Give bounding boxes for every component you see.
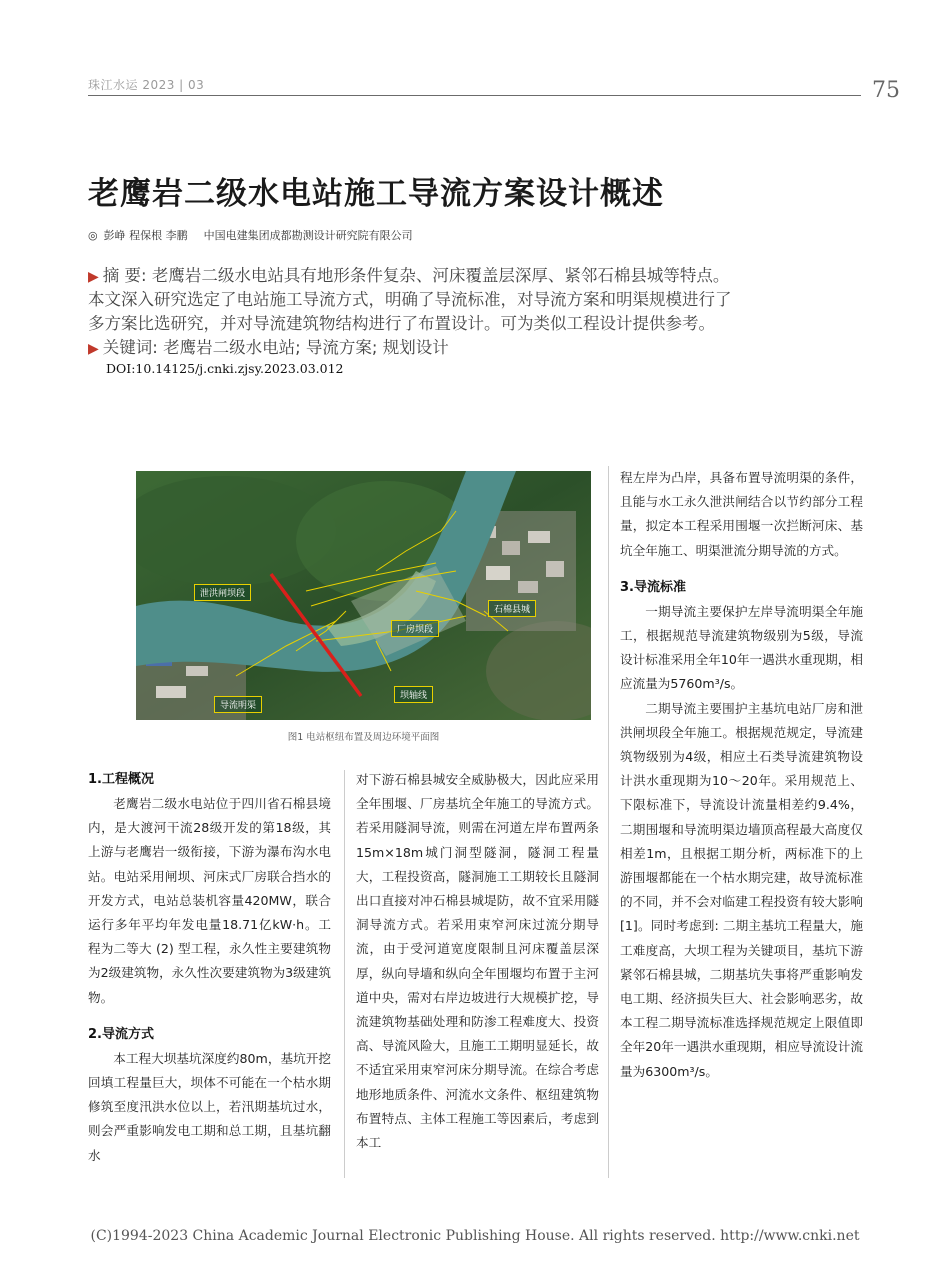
section-1-heading: 1.工程概况 <box>88 772 154 787</box>
abstract-line-3: 多方案比选研究，并对导流建筑物结构进行了布置设计。可为类似工程设计提供参考。 <box>88 314 715 333</box>
column-divider <box>344 770 345 1178</box>
label-town: 石棉县城 <box>488 600 536 617</box>
column-2 <box>356 768 599 1155</box>
copyright-footer: (C)1994-2023 China Academic Journal Electronic Publishing House. All rights reserved. http://www.cnki.net <box>90 1228 860 1244</box>
article-title: 老鹰岩二级水电站施工导流方案设计概述 <box>88 176 664 212</box>
section-2-paragraph-part-a: 本工程大坝基坑深度约80m，基坑开挖回填工程量巨大，坝体不可能在一个枯水期修筑至度汛洪水位以上，若汛期基坑过水，则会严重影响发电工期和总工期，且基坑翻水 <box>88 1050 331 1163</box>
section-2-heading: 2.导流方式 <box>88 1026 154 1042</box>
site-layout-figure <box>136 471 591 720</box>
author-mark: ◎ <box>88 229 98 242</box>
doi: DOI:10.14125/j.cnki.zjsy.2023.03.012 <box>106 361 344 376</box>
page-number: 75 <box>872 78 900 103</box>
section-3-paragraph-1: 一期导流主要保护左岸导流明渠全年施工，根据规范导流建筑物级别为5级，导流设计标准采用全年10年一遇洪水重现期，相应流量为5760m³/s。 <box>620 603 863 692</box>
section-3-heading: 3.导流标准 <box>620 579 686 595</box>
keywords-line <box>88 336 449 361</box>
column-3 <box>620 466 863 1084</box>
author-line <box>88 227 413 243</box>
section-2-paragraph-part-c: 程左岸为凸岸，具备布置导流明渠的条件，且能与水工永久泄洪闸结合以节约部分工程量，拟定本工程采用围堰一次拦断河床、基坑全年施工、明渠泄流分期导流的方式。 <box>620 470 863 558</box>
section-1-paragraph: 老鹰岩二级水电站位于四川省石棉县境内，是大渡河干流28级开发的第18级，其上游与老鹰岩一级衔接，下游为瀑布沟水电站。电站采用闸坝、河床式厂房联合挡水的开发方式，电站总装机容量420MW，联合运行多年平均年发电量18.71亿kW·h。工程为二等大 (2) 型工程，永久性主要建筑物为2级建筑物，永久性次要建筑物为3级建筑物。 <box>88 796 331 1005</box>
author-names: 彭峥 程保根 李鹏 <box>103 229 188 242</box>
abstract-marker-icon: ▶ <box>88 269 99 285</box>
column-1 <box>88 768 331 1168</box>
section-2-paragraph-part-b: 对下游石棉县城安全威胁极大，因此应采用全年围堰、厂房基坑全年施工的导流方式。若采用隧洞导流，则需在河道左岸布置两条15m×18m城门洞型隧洞，隧洞工程量大，工程投资高，隧洞施工工期较长且隧洞出口直接对冲石棉县城堤防，故不宜采用隧洞导流方式。若采用束窄河床过流分期导流，由于受河道宽度限制且河床覆盖层深厚，纵向导墙和纵向全年围堰均布置于主河道中央，需对右岸边坡进行大规模扩挖，导流建筑物基础处理和防渗工程难度大、投资高、导流风险大，且施工工期明显延长，故不适宜采用束窄河床分期导流。在综合考虑地形地质条件、河流水文条件、枢纽建筑物布置特点、主体工程施工等因素后，考虑到本工 <box>356 772 599 1151</box>
section-3-paragraph-2: 二期导流主要围护主基坑电站厂房和泄洪闸坝段全年施工。根据规范规定，导流建筑物级别为4级，相应土石类导流建筑物设计洪水重现期为10～20年。采用规范上、下限标准下，导流设计流量相差约9.4%，二期围堰和导流明渠边墙顶高程最大高度仅相差1m，且根据工期分析，两标准下的上游围堰都能在一个枯水期完建，故导流标准的不同，并不会对临建工程投资有较大影响[1]。同时考虑到: 二期主基坑工程量大，施工难度高，大坝工程为关键项目，基坑下游紧邻石棉县城，二期基坑失事将严重影响发电工期、经济损失巨大、社会影响恶劣，故本工程二期导流标准选择规范规定上限值即全年20年一遇洪水重现期，相应导流设计流量为6300m³/s。 <box>620 700 863 1079</box>
label-powerhouse: 厂房坝段 <box>391 620 439 637</box>
abstract-line-1 <box>88 264 729 289</box>
label-channel: 导流明渠 <box>214 696 262 713</box>
figure-caption: 图1 电站枢纽布置及周边环境平面图 <box>287 732 440 743</box>
abstract-line-2: 本文深入研究选定了电站施工导流方式，明确了导流标准，对导流方案和明渠规模进行了 <box>88 290 732 309</box>
abstract-text-1: 摘 要: 老鹰岩二级水电站具有地形条件复杂、河床覆盖层深厚、紧邻石棉县城等特点。 <box>102 266 730 285</box>
author-affiliation: 中国电建集团成都勘测设计研究院有限公司 <box>203 229 413 242</box>
label-spillway: 泄洪闸坝段 <box>194 584 251 601</box>
column-divider <box>608 466 609 1178</box>
keywords-text: 关键词: 老鹰岩二级水电站; 导流方案; 规划设计 <box>102 338 449 357</box>
keywords-marker-icon: ▶ <box>88 341 99 357</box>
journal-header: 珠江水运 2023 | 03 <box>88 78 205 92</box>
header-rule <box>88 95 861 96</box>
label-dam-axis: 坝轴线 <box>394 686 433 703</box>
